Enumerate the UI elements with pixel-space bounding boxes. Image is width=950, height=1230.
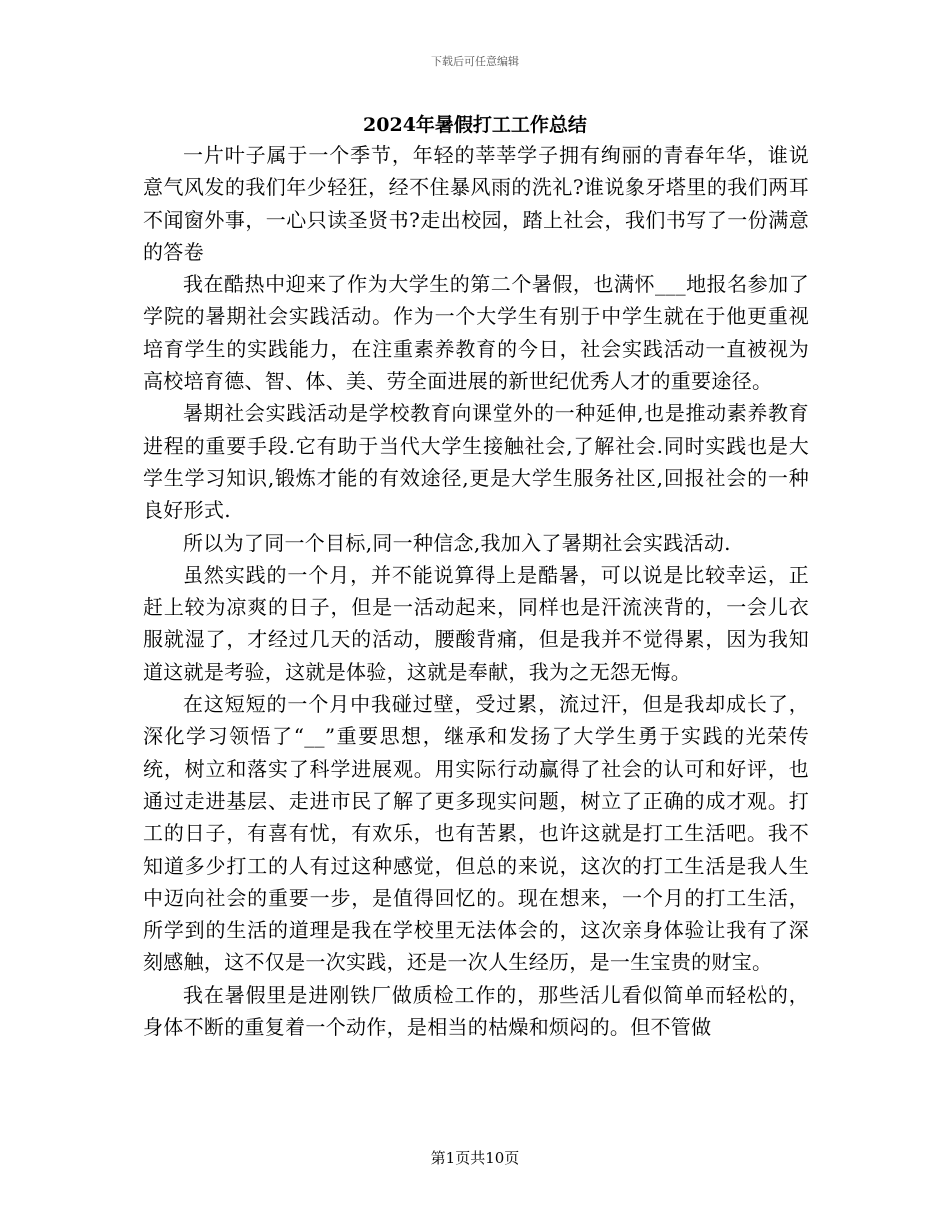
document-title: 2024年暑假打工工作总结 bbox=[363, 114, 587, 136]
paragraph: 虽然实践的一个月，并不能说算得上是酷暑，可以说是比较幸运，正赶上较为凉爽的日子，但是一活动起来，同样也是汗流浃背的，一会儿衣服就湿了，才经过几天的活动，腰酸背痛，但是我并不觉得累，因为我知道这就是考验，这就是体验，这就是奉献，我为之无怨无悔。 bbox=[143, 562, 809, 684]
paragraph: 所以为了同一个目标,同一种信念,我加入了暑期社会实践活动. bbox=[183, 530, 731, 555]
page-footer: 第1页共10页 bbox=[430, 1149, 520, 1167]
paragraph: 暑期社会实践活动是学校教育向课堂外的一种延伸,也是推动素养教育进程的重要手段.它有助于当代大学生接触社会,了解社会.同时实践也是大学生学习知识,锻炼才能的有效途径,更是大学生服务社区,回报社会的一种良好形式. bbox=[143, 401, 809, 523]
paragraph: 一片叶子属于一个季节，年轻的莘莘学子拥有绚丽的青春年华，谁说意气风发的我们年少轻狂，经不住暴风雨的洗礼?谁说象牙塔里的我们两耳不闻窗外事，一心只读圣贤书?走出校园，踏上社会，我们书写了一份满意的答卷 bbox=[143, 143, 809, 264]
paragraph: 我在暑假里是进刚铁厂做质检工作的，那些活儿看似简单而轻松的，身体不断的重复着一个动作，是相当的枯燥和烦闷的。但不管做 bbox=[143, 982, 809, 1040]
page-header: 下载后可任意编辑 bbox=[431, 55, 519, 68]
paragraph: 在这短短的一个月中我碰过壁，受过累，流过汗，但是我却成长了，深化学习领悟了“__”重要思想，继承和发扬了大学生勇于实践的光荣传统，树立和落实了科学进展观。用实际行动赢得了社会的认可和好评，也通过走进基层、走进市民了解了更多现实问题，树立了正确的成才观。打工的日子，有喜有忧，有欢乐，也有苦累，也许这就是打工生活吧。我不知道多少打工的人有过这种感觉，但总的来说，这次的打工生活是我人生中迈向社会的重要一步，是值得回忆的。现在想来，一个月的打工生活，所学到的生活的道理是我在学校里无法体会的，这次亲身体验让我有了深刻感触，这不仅是一次实践，还是一次人生经历，是一生宝贵的财宝。 bbox=[143, 692, 809, 975]
paragraph: 我在酷热中迎来了作为大学生的第二个暑假，也满怀___地报名参加了学院的暑期社会实践活动。作为一个大学生有别于中学生就在于他更重视培育学生的实践能力，在注重素养教育的今日，社会实践活动一直被视为高校培育德、智、体、美、劳全面进展的新世纪优秀人才的重要途径。 bbox=[143, 272, 809, 394]
document-body bbox=[143, 139, 809, 1043]
